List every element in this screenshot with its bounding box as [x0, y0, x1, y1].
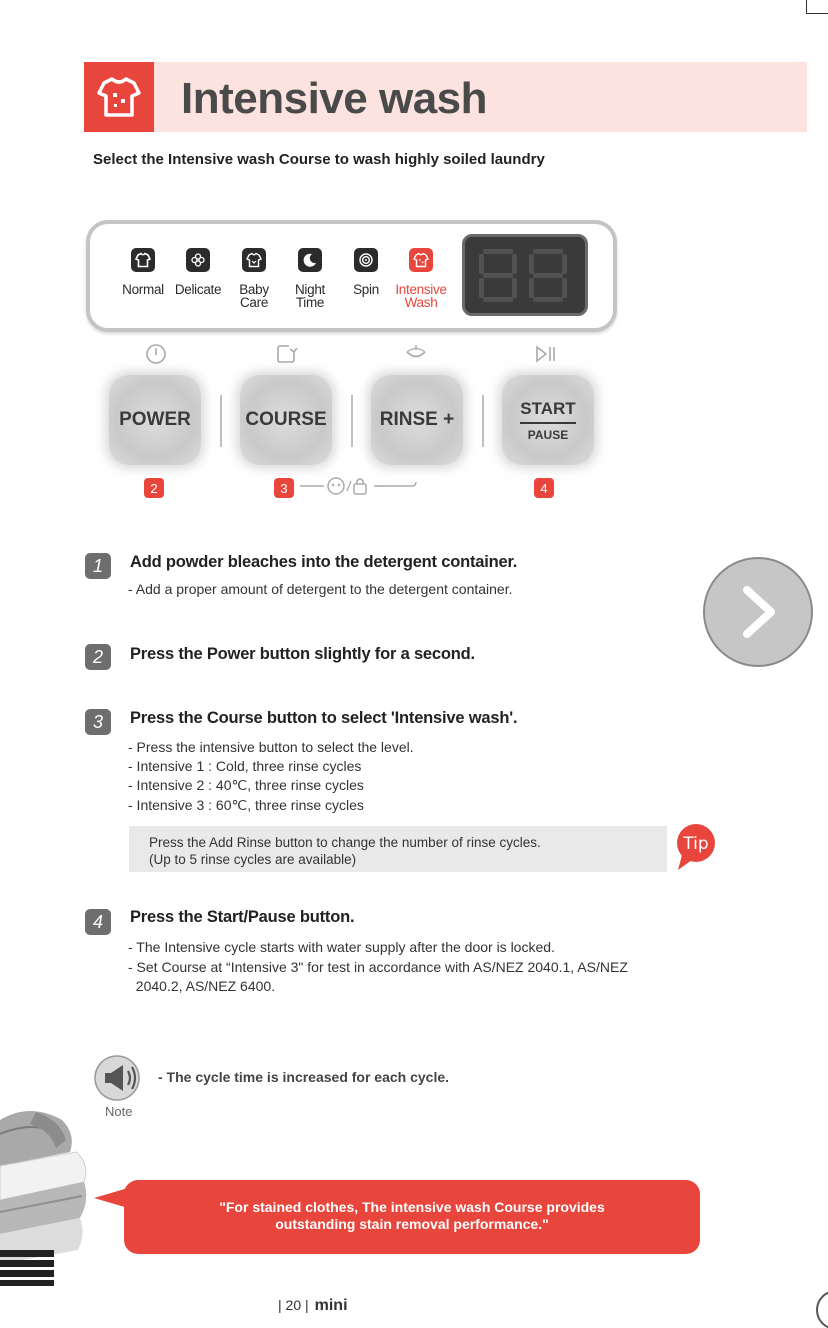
- course-label-line2: Wash: [404, 295, 438, 310]
- step-1-line: - Add a proper amount of detergent to the detergent container.: [128, 581, 513, 597]
- folded-clothes-illustration: [0, 1100, 92, 1290]
- tip-bubble-icon: [676, 823, 716, 871]
- rinse-button-label: RINSE +: [379, 409, 455, 430]
- rinse-icon: [404, 343, 428, 365]
- course-label-line1: Intensive: [395, 282, 447, 297]
- course-label: Delicate: [174, 282, 222, 297]
- step-title-3: Press the Course button to select 'Intensive wash'.: [130, 709, 518, 727]
- digit-display: [462, 234, 588, 316]
- play-pause-icon: [534, 343, 558, 365]
- course-spin[interactable]: [336, 248, 396, 296]
- course-baby-care[interactable]: [224, 248, 284, 309]
- step-4-line: - The Intensive cycle starts with water supply after the door is locked.: [128, 939, 555, 955]
- page-title: Intensive wash: [181, 74, 488, 123]
- spin-icon: [354, 248, 378, 272]
- step-title-2: Press the Power button slightly for a second.: [130, 645, 475, 663]
- course-label-line2: Care: [239, 295, 269, 310]
- chevron-right-icon: [733, 582, 783, 642]
- start-label: START: [520, 399, 575, 424]
- page-footer: [278, 1297, 348, 1315]
- course-label: Spin: [353, 282, 379, 297]
- quote-line-1: "For stained clothes, The intensive wash Course provides: [219, 1199, 605, 1215]
- tip-line-2: (Up to 5 rinse cycles are available): [149, 852, 357, 867]
- rinse-plus-button[interactable]: [371, 375, 463, 465]
- course-night-time[interactable]: [280, 248, 340, 309]
- step-number-4: 4: [85, 909, 111, 935]
- power-button[interactable]: [109, 375, 201, 465]
- course-icon: [275, 343, 299, 365]
- step-4-line: 2040.2, AS/NEZ 6400.: [128, 978, 276, 994]
- course-intensive-wash[interactable]: [391, 248, 451, 309]
- step-4-line: - Set Course at “Intensive 3" for test in accordance with AS/NEZ 2040.1, AS/NEZ: [128, 959, 628, 975]
- button-separator: [482, 395, 484, 447]
- button-separator: [220, 395, 222, 447]
- step-3-line: - Intensive 2 : 40℃, three rinse cycles: [128, 777, 364, 793]
- step-3-line: - Intensive 1 : Cold, three rinse cycles: [128, 758, 362, 774]
- flower-icon: [186, 248, 210, 272]
- step-title-1: Add powder bleaches into the detergent container.: [130, 553, 518, 571]
- highlight-quote: [124, 1180, 700, 1254]
- power-button-label: POWER: [119, 409, 191, 430]
- display-digits: [475, 245, 575, 305]
- brand-name: mini: [314, 1297, 348, 1314]
- tip-line-1: Press the Add Rinse button to change the number of rinse cycles.: [149, 835, 541, 850]
- tip-label: Tip: [683, 834, 709, 854]
- course-button[interactable]: [240, 375, 332, 465]
- page-number: | 20 |: [278, 1297, 309, 1313]
- step-title-4: Press the Start/Pause button.: [130, 908, 355, 926]
- course-label: Normal: [122, 282, 164, 297]
- power-icon: [144, 343, 168, 365]
- intensive-shirt-icon: [84, 62, 154, 132]
- child-lock-icon: [300, 475, 420, 497]
- note-label: Note: [105, 1104, 133, 1119]
- course-normal[interactable]: [113, 248, 173, 296]
- pause-label: PAUSE: [527, 427, 569, 442]
- course-button-label: COURSE: [245, 409, 327, 430]
- shirt-icon: [131, 248, 155, 272]
- button-separator: [351, 395, 353, 447]
- tip-box: [129, 826, 667, 872]
- step-number-3: 3: [85, 709, 111, 735]
- moon-icon: [298, 248, 322, 272]
- quote-tail: [94, 1188, 128, 1208]
- course-label-line1: Night: [294, 282, 325, 297]
- course-label-line2: Time: [295, 295, 325, 310]
- start-pause-button[interactable]: [502, 375, 594, 465]
- baby-shirt-icon: [242, 248, 266, 272]
- intensive-shirt-icon: [409, 248, 433, 272]
- step-badge-power: 2: [144, 478, 164, 498]
- step-number-2: 2: [85, 644, 111, 670]
- step-number-1: 1: [85, 553, 111, 579]
- megaphone-icon: [93, 1052, 145, 1104]
- note-text: - The cycle time is increased for each cycle.: [158, 1069, 450, 1085]
- quote-line-2: outstanding stain removal performance.": [275, 1216, 549, 1232]
- course-delicate[interactable]: [168, 248, 228, 296]
- corner-circle-mark: [816, 1290, 828, 1328]
- corner-crop-mark: [806, 0, 828, 14]
- step-3-line: - Press the intensive button to select the level.: [128, 739, 414, 755]
- step-badge-start: 4: [534, 478, 554, 498]
- next-page-button[interactable]: [703, 557, 813, 667]
- course-label-line1: Baby: [239, 282, 269, 297]
- page-subtitle: Select the Intensive wash Course to wash highly soiled laundry: [93, 151, 545, 168]
- step-badge-course: 3: [274, 478, 294, 498]
- step-3-line: - Intensive 3 : 60℃, three rinse cycles: [128, 797, 364, 813]
